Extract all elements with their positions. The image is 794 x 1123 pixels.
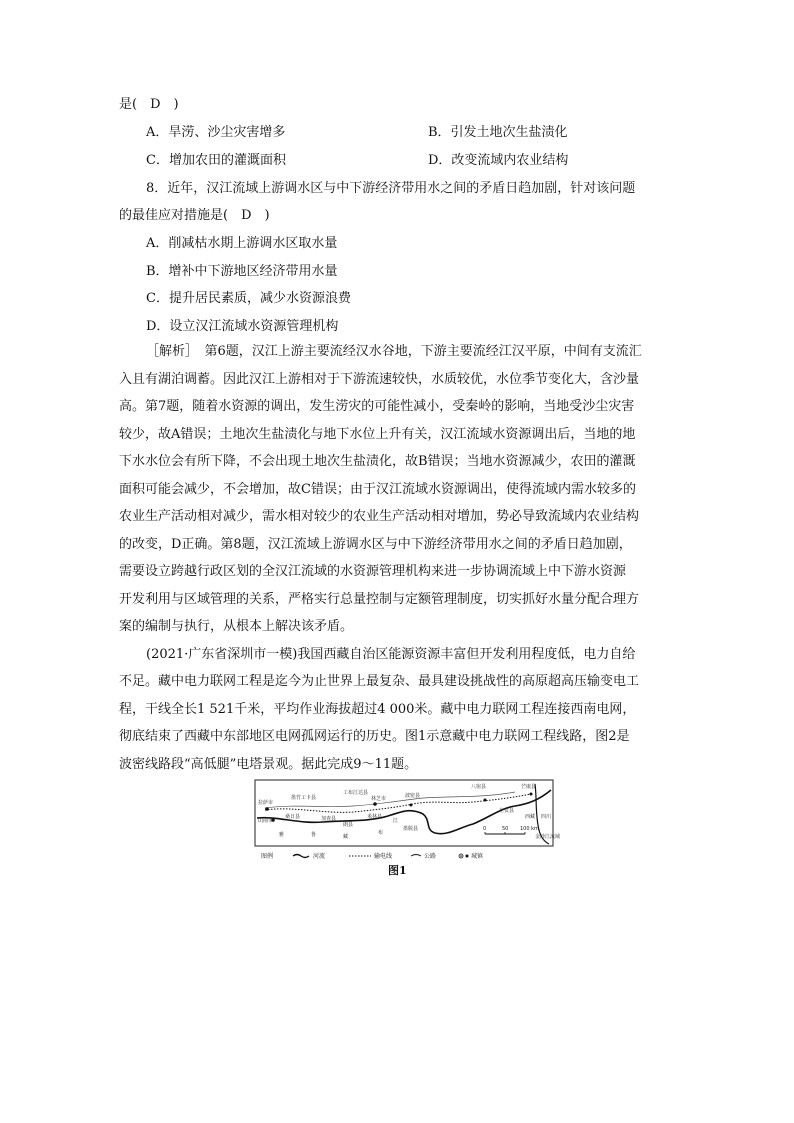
q8-option-d: D．设立汉江流域水资源管理机构 [146, 319, 339, 334]
place-label: 西藏 [525, 814, 536, 820]
q8-stem-line2: 的最佳应对措施是( D ) [119, 208, 270, 223]
place-label: 山南市 [258, 818, 274, 824]
place-label: 八宿县 [471, 784, 487, 790]
q7-option-a: A．旱涝、沙尘灾害增多 [146, 125, 286, 140]
intro-line: 程，干线全长1 521千米，平均作业海拔超过4 000米。藏中电力联网工程连接西南电网， [119, 702, 636, 717]
place-label: 藏 [343, 834, 349, 840]
analysis-line: ［解析］ 第6题，汉江上游主要流经汉水谷地，下游主要流经江汉平原，中间有支流汇 [146, 344, 642, 359]
place-label: 朗县 [343, 822, 354, 828]
analysis-line: 面积可能会减少，不会增加，故C错误；由于汉江流域水资源调出，使得流域内需水较多的 [119, 482, 636, 497]
analysis-line: 农业生产活动相对减少，需水相对较少的农业生产活动相对增加，势必导致流域内农业结构 [119, 509, 640, 524]
legend-river-icon [293, 855, 309, 858]
legend-road-icon [411, 855, 421, 857]
analysis-line: 的改变，D正确。第8题，汉江流域上游调水区与中下游经济带用水之间的矛盾日趋加剧， [119, 537, 632, 552]
place-label: 加查县 [321, 816, 337, 822]
town-marker [410, 804, 413, 807]
scale-label: 100 km [520, 826, 539, 832]
analysis-line: 开发利用与区域管理的关系，严格实行总量控制与定额管理制度，切实抓好水量分配合理方 [119, 592, 640, 607]
place-label: 金沙江流域 [535, 834, 561, 840]
scale-label: 50 [502, 826, 509, 832]
town-marker [484, 799, 487, 802]
place-label: 林芝市 [371, 796, 387, 802]
place-label: 桑日县 [285, 814, 301, 820]
q8-option-a: A．削减枯水期上游调水区取水量 [146, 236, 338, 251]
place-label: 鲁 [311, 832, 317, 838]
scale-label: 0 [483, 826, 487, 832]
q8-option-c: C．提升居民素质，减少水资源浪费 [146, 291, 351, 306]
place-label: 雅 [279, 832, 285, 838]
q8-option-b: B．增补中下游地区经济带用水量 [146, 264, 338, 279]
q7-stem-end: 是( D ) [119, 97, 179, 112]
analysis-line: 入且有湖泊调蓄。因此汉江上游相对于下游流速较快，水质较优，水位季节变化大，含沙量 [119, 372, 640, 387]
place-label: 墨脱县 [403, 826, 419, 832]
place-label: 墨竹工卡县 [291, 795, 317, 801]
analysis-line: 需要设立跨越行政区划的全汉江流域的水资源管理机构来进一步协调流域上中下游水资源 [119, 564, 627, 579]
town-marker [265, 807, 269, 811]
q7-option-c: C．增加农田的灌溉面积 [146, 153, 286, 168]
town-marker [530, 793, 533, 796]
q7-option-b: B．引发土地次生盐渍化 [428, 125, 568, 140]
q8-stem-line1: 8．近年，汉江流域上游调水区与中下游经济带用水之间的矛盾日趋加剧，针对该问题 [146, 181, 636, 196]
legend-town-label: 城镇 [471, 853, 484, 860]
intro-line: (2021·广东省深圳市一模)我国西藏自治区能源资源丰富但开发利用程度低，电力自给 [146, 647, 636, 662]
intro-line: 彻底结束了西藏中东部地区电网孤网运行的历史。图1示意藏中电力联网工程线路，图2是 [119, 729, 630, 744]
intro-line: 不足。藏中电力联网工程是迄今为止世界上最复杂、最具建设挑战性的高原超高压输变电工 [119, 674, 640, 689]
place-label: 拉萨市 [258, 800, 274, 806]
place-label: 左贡县 [499, 808, 515, 814]
analysis-line: 较少，故A错误；土地次生盐渍化与地下水位上升有关，汉江流域水资源调出后，当地的地 [119, 427, 636, 442]
place-label: 芒康县 [521, 784, 537, 790]
analysis-line: 案的编制与执行，从根本上解决该矛盾。 [119, 619, 354, 634]
intro-line: 波密线路段“高低腿”电塔景观。据此完成9～11题。 [119, 757, 418, 772]
place-label: 工布江达县 [343, 790, 369, 796]
place-label: 米林县 [367, 814, 383, 820]
place-label: 波密县 [405, 793, 421, 799]
place-label: 四川 [541, 814, 552, 820]
analysis-line: 下水水位会有所下降，不会出现土地次生盐渍化，故B错误；当地水资源减少，农田的灌溉 [119, 454, 636, 469]
legend-title: 图例 [261, 853, 274, 860]
analysis-line: 高。第7题，随着水资源的调出，发生涝灾的可能性减小，受秦岭的影响，当地受沙尘灾害 [119, 399, 635, 414]
power-grid-map [253, 778, 561, 874]
town-marker [373, 802, 377, 806]
legend-powerline-label: 输电线 [374, 853, 393, 860]
place-label: 布 [378, 830, 384, 836]
legend-river-label: 河流 [313, 853, 326, 860]
legend-road-label: 公路 [424, 853, 437, 860]
figure-caption: 图1 [388, 864, 407, 877]
q7-option-d: D．改变流域内农业结构 [428, 153, 569, 168]
place-label: 江 [393, 818, 399, 824]
